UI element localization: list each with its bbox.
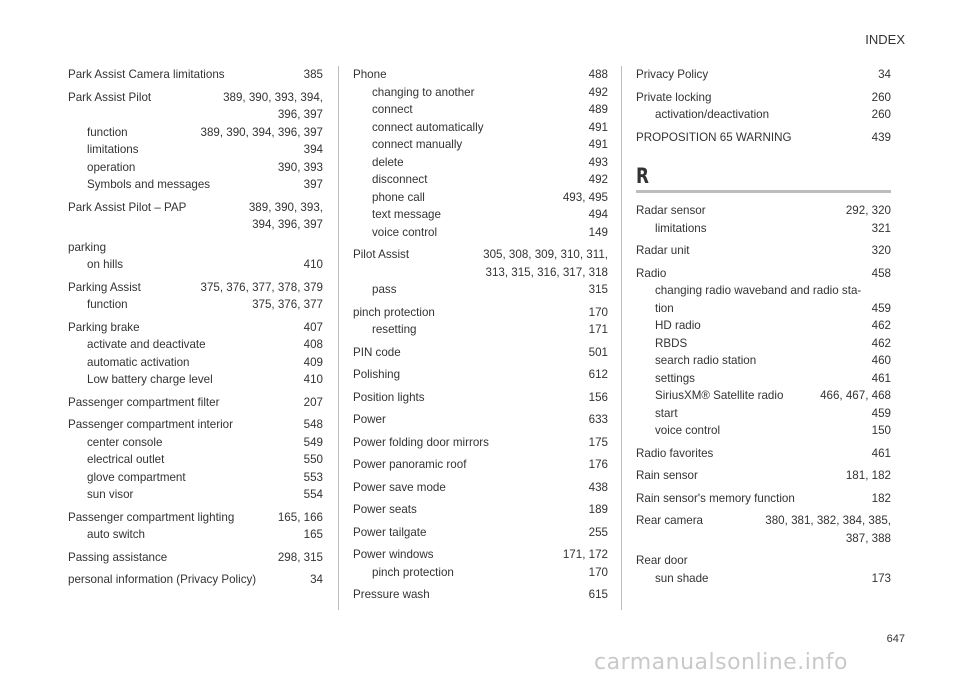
index-subentry <box>353 321 608 339</box>
index-entry <box>68 549 323 567</box>
index-term: pass <box>372 283 397 296</box>
index-subentry <box>353 171 608 189</box>
index-term-row <box>636 129 891 147</box>
page-reference[interactable]: 165, 166 <box>277 510 323 524</box>
index-entry <box>636 512 891 547</box>
index-term: Passenger compartment filter <box>68 395 220 409</box>
index-subentry <box>68 176 323 194</box>
page-reference[interactable]: 150 <box>871 424 891 437</box>
page-reference[interactable]: 439 <box>871 130 891 144</box>
index-term: Passenger compartment lighting <box>68 510 235 524</box>
index-term: Private locking <box>636 90 712 104</box>
page-reference[interactable]: 170 <box>588 565 608 579</box>
page-reference[interactable]: 460 <box>871 354 891 367</box>
index-term: Rain sensor's memory function <box>636 491 795 505</box>
index-term: Radio <box>636 266 667 280</box>
index-term-row <box>636 202 891 220</box>
page-reference[interactable]: 493, 495 <box>562 190 608 204</box>
index-column-2 <box>353 66 608 609</box>
page-reference[interactable]: 170 <box>588 305 608 319</box>
index-term-row <box>353 501 608 519</box>
index-term: Privacy Policy <box>636 68 709 81</box>
index-entry <box>68 394 323 412</box>
page-reference-continued[interactable]: 394, 396, 397 <box>252 218 323 231</box>
index-term: Power tailgate <box>353 525 427 539</box>
index-entry <box>353 344 608 362</box>
index-subentry <box>636 387 891 405</box>
index-term: function <box>87 125 128 139</box>
index-term: text message <box>372 208 441 221</box>
index-term-row <box>636 552 891 570</box>
index-term: Radar unit <box>636 244 690 257</box>
index-term: center console <box>87 435 163 449</box>
page-reference[interactable]: 612 <box>588 368 608 381</box>
page-reference[interactable]: 501 <box>588 345 608 359</box>
index-term: voice control <box>655 424 721 437</box>
index-subentry <box>68 371 323 389</box>
index-entry <box>636 66 891 84</box>
index-subentry <box>68 124 323 142</box>
index-term-row <box>353 434 608 452</box>
index-subentry <box>353 564 608 582</box>
index-term-row <box>68 66 323 84</box>
index-term-row <box>636 66 891 84</box>
page-reference[interactable]: 553 <box>303 470 323 484</box>
page-reference[interactable]: 491 <box>588 138 608 151</box>
index-subentry <box>68 526 323 544</box>
index-entry <box>636 89 891 124</box>
page-reference[interactable]: 633 <box>588 413 608 426</box>
index-term-row <box>353 456 608 474</box>
page-reference[interactable]: 292, 320 <box>845 204 891 217</box>
index-term: disconnect <box>372 173 428 186</box>
index-term: SiriusXM® Satellite radio <box>655 389 784 402</box>
page-reference[interactable]: 461 <box>871 446 891 460</box>
page-reference[interactable]: 171, 172 <box>562 548 608 561</box>
page-reference[interactable]: 491 <box>588 120 608 134</box>
index-term: Radar sensor <box>636 204 706 217</box>
page-reference[interactable]: 493 <box>588 155 608 169</box>
index-term: changing radio waveband and radio sta- <box>655 284 862 297</box>
index-term-row <box>68 416 323 434</box>
page-reference[interactable]: 375, 376, 377, 378, 379 <box>200 280 323 294</box>
page-number: 647 <box>886 633 905 645</box>
index-term: PIN code <box>353 345 401 359</box>
column-divider <box>621 66 622 610</box>
page-reference[interactable]: 189 <box>588 503 608 516</box>
index-term: Park Assist Camera limitations <box>68 68 225 81</box>
index-term: automatic activation <box>87 355 190 369</box>
index-entry <box>353 434 608 452</box>
page-reference[interactable]: 305, 308, 309, 310, 311, <box>483 248 608 261</box>
page-reference[interactable]: 315 <box>588 283 608 296</box>
index-entry <box>353 304 608 339</box>
page-reference[interactable]: 149 <box>588 225 608 239</box>
index-term: activate and deactivate <box>87 338 206 351</box>
section-letter: R <box>636 164 649 188</box>
index-subentry <box>353 136 608 154</box>
index-term-row <box>353 246 608 264</box>
index-entry <box>353 456 608 474</box>
index-entry <box>636 265 891 440</box>
page-reference[interactable]: 548 <box>303 418 323 431</box>
index-term-row <box>68 279 323 297</box>
index-term: Power <box>353 413 386 426</box>
index-term-row <box>68 319 323 337</box>
index-entry <box>68 199 323 234</box>
page-reference[interactable]: 181, 182 <box>845 469 891 482</box>
index-term-row <box>68 199 323 217</box>
index-term-row <box>353 546 608 564</box>
index-term-row <box>353 304 608 322</box>
index-subentry <box>636 300 891 318</box>
watermark: carmanualsonline.info <box>594 650 848 675</box>
index-subentry <box>636 570 891 588</box>
index-term: Pilot Assist <box>353 248 410 261</box>
index-entry <box>636 490 891 508</box>
index-subentry <box>68 451 323 469</box>
page-reference[interactable]: 380, 381, 382, 384, 385, <box>765 514 891 527</box>
index-subentry <box>68 354 323 372</box>
page-reference[interactable]: 549 <box>303 435 323 449</box>
index-term-row <box>636 512 891 530</box>
index-entry <box>68 509 323 544</box>
index-term-row <box>68 89 323 107</box>
index-entry <box>636 445 891 463</box>
index-subentry <box>68 141 323 159</box>
index-term-row <box>353 411 608 429</box>
page-reference[interactable]: 459 <box>871 301 891 315</box>
index-term: search radio station <box>655 354 757 367</box>
index-subentry <box>636 220 891 238</box>
index-subentry <box>353 101 608 119</box>
column-divider <box>338 66 339 610</box>
index-term-row <box>353 344 608 362</box>
page-reference[interactable]: 407 <box>303 320 323 334</box>
index-entry <box>353 586 608 604</box>
page-reference[interactable]: 410 <box>303 258 323 271</box>
page-reference-continued[interactable]: 396, 397 <box>277 108 323 121</box>
index-term-row <box>636 445 891 463</box>
page-reference[interactable]: 492 <box>588 173 608 186</box>
page-reference[interactable]: 409 <box>303 355 323 369</box>
index-term: Symbols and messages <box>87 178 211 191</box>
index-subentry <box>68 434 323 452</box>
index-entry <box>68 279 323 314</box>
page-reference[interactable]: 462 <box>871 336 891 350</box>
index-term: Parking brake <box>68 320 140 334</box>
index-group-r <box>636 202 891 587</box>
index-term: PROPOSITION 65 WARNING <box>636 130 792 144</box>
index-term: activation/deactivation <box>655 108 770 121</box>
index-subentry <box>636 317 891 335</box>
page-reference[interactable]: 389, 390, 394, 396, 397 <box>200 125 323 139</box>
index-term: resetting <box>372 323 417 336</box>
page-reference[interactable]: 408 <box>303 338 323 351</box>
index-term: phone call <box>372 190 425 204</box>
index-term-row <box>353 389 608 407</box>
page-reference[interactable]: 461 <box>871 371 891 385</box>
index-term: Polishing <box>353 368 401 381</box>
index-term: parking <box>68 240 107 254</box>
index-term-row <box>68 549 323 567</box>
index-entry <box>353 389 608 407</box>
index-entry <box>353 366 608 384</box>
index-subentry <box>636 106 891 124</box>
index-subentry <box>353 224 608 242</box>
page-reference[interactable]: 389, 390, 393, 394, <box>223 90 323 104</box>
index-entry <box>353 66 608 241</box>
index-term: personal information (Privacy Policy) <box>68 573 257 586</box>
index-subentry <box>353 281 608 299</box>
index-entry <box>636 202 891 237</box>
page-reference[interactable]: 458 <box>871 266 891 280</box>
index-entry <box>353 246 608 299</box>
index-subentry <box>636 352 891 370</box>
index-term: Power windows <box>353 548 434 561</box>
index-subentry <box>353 206 608 224</box>
index-term-row <box>353 366 608 384</box>
index-term: Radio favorites <box>636 446 714 460</box>
index-subentry <box>636 335 891 353</box>
index-term: Parking Assist <box>68 280 141 294</box>
page-reference[interactable]: 375, 376, 377 <box>252 298 323 311</box>
index-subentry <box>68 159 323 177</box>
page-reference[interactable]: 492 <box>588 85 608 99</box>
index-term: Phone <box>353 68 387 81</box>
index-entry <box>636 129 891 147</box>
index-subentry <box>636 370 891 388</box>
page-reference-continued[interactable]: 387, 388 <box>845 531 891 545</box>
index-term: connect <box>372 103 413 116</box>
page-reference[interactable]: 34 <box>878 68 891 81</box>
index-term: glove compartment <box>87 470 186 484</box>
index-term-row <box>68 509 323 527</box>
page-reference[interactable]: 438 <box>588 480 608 494</box>
index-entry <box>353 501 608 519</box>
index-entry <box>68 66 323 84</box>
index-subentry <box>68 336 323 354</box>
index-term: Power folding door mirrors <box>353 435 489 449</box>
index-term: Rear camera <box>636 514 704 527</box>
index-term: electrical outlet <box>87 453 165 466</box>
index-term: changing to another <box>372 85 475 99</box>
index-term: delete <box>372 155 404 169</box>
index-term-row <box>68 394 323 412</box>
index-subentry <box>68 256 323 274</box>
page-reference[interactable]: 171 <box>588 323 608 336</box>
index-term: pinch protection <box>353 305 435 319</box>
page-reference[interactable]: 397 <box>303 178 323 191</box>
index-entry <box>353 546 608 581</box>
index-term: tion <box>655 301 674 315</box>
index-entry <box>68 571 323 589</box>
index-subentry <box>353 84 608 102</box>
index-term: Power panoramic roof <box>353 458 467 471</box>
index-term-row <box>636 467 891 485</box>
page-reference[interactable]: 320 <box>871 244 891 257</box>
index-term-row <box>636 490 891 508</box>
page-reference[interactable]: 156 <box>588 390 608 404</box>
index-term: Park Assist Pilot <box>68 90 152 104</box>
page-reference[interactable]: 550 <box>303 453 323 466</box>
page-reference[interactable]: 489 <box>588 103 608 116</box>
page-reference[interactable]: 554 <box>303 488 323 501</box>
index-term-row <box>636 242 891 260</box>
index-subentry <box>68 469 323 487</box>
index-term: pinch protection <box>372 565 454 579</box>
index-term: Passing assistance <box>68 550 168 564</box>
index-column-1 <box>68 66 323 594</box>
index-term-row <box>353 586 608 604</box>
index-entry <box>636 242 891 260</box>
index-entry <box>353 524 608 542</box>
page-reference[interactable]: 176 <box>588 458 608 471</box>
page-reference[interactable]: 410 <box>303 373 323 386</box>
page-reference[interactable]: 494 <box>588 208 608 221</box>
index-column-3 <box>636 66 891 592</box>
index-subentry <box>636 422 891 440</box>
index-entry <box>636 467 891 485</box>
page-reference[interactable]: 207 <box>303 395 323 409</box>
page-reference[interactable]: 459 <box>871 406 891 420</box>
index-entry <box>68 319 323 389</box>
index-subentry <box>636 405 891 423</box>
index-entry <box>68 89 323 194</box>
page-reference[interactable]: 175 <box>588 435 608 449</box>
page-reference[interactable]: 462 <box>871 319 891 332</box>
index-term: limitations <box>655 221 707 235</box>
page-reference[interactable]: 298, 315 <box>277 550 323 564</box>
page-reference[interactable]: 466, 467, 468 <box>820 389 891 402</box>
index-term-row <box>68 571 323 589</box>
page-reference[interactable]: 385 <box>303 68 323 81</box>
index-subentry <box>68 486 323 504</box>
index-term-row <box>353 66 608 84</box>
index-subentry <box>353 119 608 137</box>
section-divider <box>636 190 891 193</box>
index-subentry <box>636 282 891 300</box>
index-term-row <box>636 89 891 107</box>
index-group-p <box>636 66 891 146</box>
page-reference[interactable]: 165 <box>303 528 323 541</box>
index-term: Position lights <box>353 390 425 404</box>
index-subentry <box>353 154 608 172</box>
index-term: settings <box>655 371 695 385</box>
page-reference[interactable]: 394 <box>303 143 323 156</box>
index-term: limitations <box>87 143 139 156</box>
index-term: Power save mode <box>353 480 446 494</box>
page-reference[interactable]: 260 <box>871 108 891 121</box>
index-term: Power seats <box>353 503 417 516</box>
index-term: Passenger compartment interior <box>68 418 233 431</box>
page-reference[interactable]: 321 <box>871 221 891 235</box>
index-term: Rear door <box>636 554 688 567</box>
index-entry <box>68 239 323 274</box>
page-reference-continued[interactable]: 313, 315, 316, 317, 318 <box>485 265 608 279</box>
index-entry <box>353 411 608 429</box>
page-reference[interactable]: 34 <box>310 573 323 586</box>
index-subentry <box>68 296 323 314</box>
index-term: sun visor <box>87 488 134 501</box>
index-entry <box>68 416 323 504</box>
index-term: on hills <box>87 258 124 271</box>
index-term: start <box>655 406 678 420</box>
index-term: connect manually <box>372 138 463 151</box>
index-term: Rain sensor <box>636 469 698 482</box>
index-term: RBDS <box>655 336 688 350</box>
page-reference[interactable]: 260 <box>871 90 891 104</box>
index-term-row <box>353 479 608 497</box>
page-reference[interactable]: 488 <box>588 68 608 81</box>
page-reference[interactable]: 182 <box>871 491 891 505</box>
index-term: Low battery charge level <box>87 373 213 386</box>
page-reference[interactable]: 390, 393 <box>277 160 323 174</box>
index-entry <box>353 479 608 497</box>
index-subentry <box>353 189 608 207</box>
index-term: voice control <box>372 225 438 239</box>
page-reference[interactable]: 615 <box>588 588 608 601</box>
index-term: Park Assist Pilot – PAP <box>68 200 187 214</box>
index-term: function <box>87 298 128 311</box>
index-term: operation <box>87 160 136 174</box>
page-reference[interactable]: 173 <box>871 571 891 585</box>
index-term-row <box>68 239 323 257</box>
index-entry <box>636 552 891 587</box>
page-header: INDEX <box>865 32 905 47</box>
index-term: auto switch <box>87 528 145 541</box>
index-term: sun shade <box>655 571 709 585</box>
index-term: connect automatically <box>372 120 484 134</box>
page-reference[interactable]: 255 <box>588 525 608 539</box>
index-term-row <box>636 265 891 283</box>
index-term: HD radio <box>655 319 701 332</box>
index-term-row <box>353 524 608 542</box>
index-term: Pressure wash <box>353 588 430 601</box>
page-reference[interactable]: 389, 390, 393, <box>248 200 323 214</box>
